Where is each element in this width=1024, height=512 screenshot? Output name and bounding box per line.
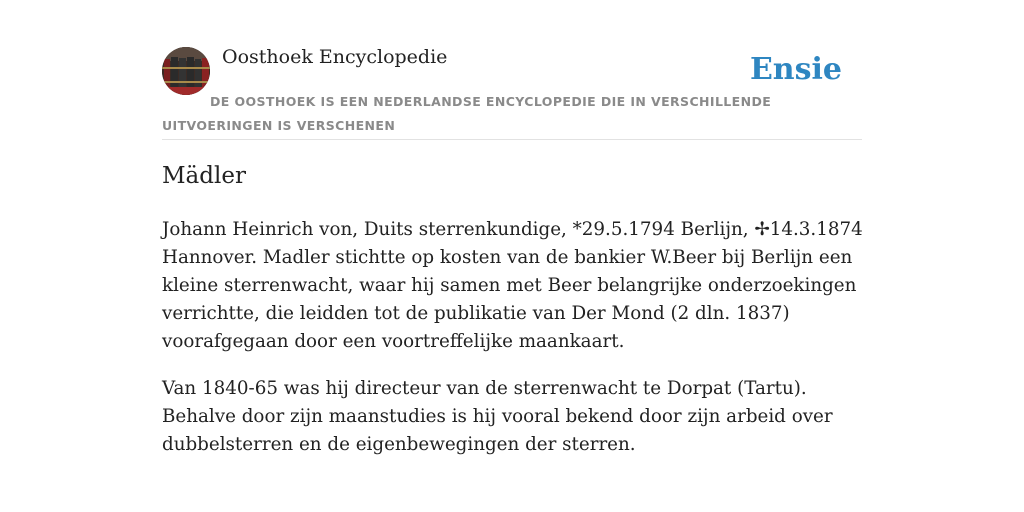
ensie-logo[interactable]: Ensie	[749, 52, 842, 87]
header	[162, 44, 862, 140]
article-title: Mädler	[162, 163, 246, 189]
source-avatar[interactable]	[162, 47, 210, 95]
article-paragraph: Johann Heinrich von, Duits sterrenkundige, *29.5.1794 Berlijn, ✢14.3.1874 Hannover. Madler stichtte op kosten van de bankier W.Beer bij Berlijn een kleine sterrenwacht, waar hij samen met Beer belangrijke onderzoekingen verrichtte, die leidden tot de publikatie van Der Mond (2 dln. 1837) voorafgegaan door een voortreffelijke maankaart.	[162, 219, 863, 352]
book-spines-icon	[162, 47, 210, 95]
source-name[interactable]: Oosthoek Encyclopedie	[222, 46, 448, 68]
source-tagline: DE OOSTHOEK IS EEN NEDERLANDSE ENCYCLOPEDIE DIE IN VERSCHILLENDE UITVOERINGEN IS VERSCHENEN	[162, 94, 772, 133]
article-body	[162, 216, 867, 478]
article-paragraph: Van 1840-65 was hij directeur van de sterrenwacht te Dorpat (Tartu). Behalve door zijn maanstudies is hij vooral bekend door zijn arbeid over dubbelsterren en de eigenbewegingen der sterren.	[162, 378, 833, 455]
